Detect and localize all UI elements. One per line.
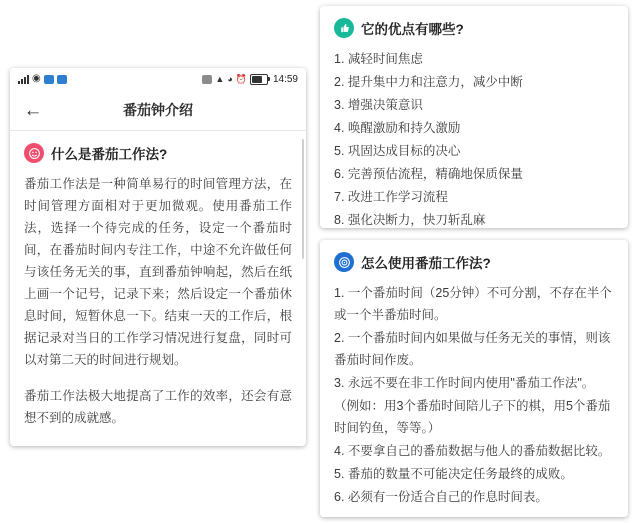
alarm-icon: ⏰ [235,73,247,84]
status-bar-clock: 14:59 [272,73,298,85]
headphone-icon: ◕ [227,73,233,84]
clock-face-icon [24,143,44,163]
article-paragraph: 番茄工作法极大地提高了工作的效率，还会有意想不到的成就感。 [24,389,292,425]
status-bar [10,68,306,90]
section-header-what-is [24,143,292,163]
section-title: 它的优点有哪些? [361,22,464,37]
article-paragraph: 番茄工作法是一种简单易行的时间管理方法，在时间管理方面相对于更加微观。使用番茄工作法，选择一个待完成的任务，设定一个番茄时间，在番茄时间内专注工作，中途不允许做任何与该任务无关的事，直到番茄钟响起，然后在纸上画一个记号，记录下来；然后设定一个番茄休息时间，短暂休息一下。结束一天的工作后，根据记录对当日的工作学习情况进行复盘，同时可以对第二天的时间进行规划。 [24,177,292,367]
article-body [10,131,306,446]
status-bar-left-icons [18,74,67,84]
list-item: 2. 提升集中力和注意力，减少中断 [334,75,523,89]
back-arrow-icon[interactable]: ← [23,99,43,121]
mail-icon [57,75,67,84]
list-item: 3. 永远不要在非工作时间内使用"番茄工作法"。 [334,376,595,390]
phone-preview-card [10,68,306,446]
list-item: 3. 增强决策意识 [334,98,423,112]
bluetooth-icon [44,75,54,84]
list-item: 5. 巩固达成目标的决心 [334,144,461,158]
list-item: 6. 完善预估流程，精确地保质保量 [334,167,523,181]
section-header-howto [334,252,614,272]
list-item: 4. 不要拿自己的番茄数据与他人的番茄数据比较。 [334,444,611,458]
target-icon [334,252,354,272]
list-item: 5. 番茄的数量不可能决定任务最终的成败。 [334,467,573,481]
list-item: 8. 强化决断力，快刀斩乱麻 [334,213,486,227]
section-header-advantages [334,18,614,38]
list-item: （例如：用3个番茄时间陪儿子下的棋，用5个番茄时间钓鱼，等等。） [334,399,611,435]
sim-icon [202,75,212,84]
page-title: 番茄钟介绍 [123,102,193,118]
wifi-icon: ◉ [32,73,41,84]
list-item: 4. 唤醒激励和持久激励 [334,121,461,135]
howto-card [320,240,628,517]
list-item: 7. 改进工作学习流程 [334,190,448,204]
thumbs-up-icon [334,18,354,38]
advantages-card [320,6,628,228]
advantages-list [334,48,614,231]
list-item: 1. 减轻时间焦虑 [334,52,423,66]
howto-list [334,282,614,508]
battery-icon [250,74,268,85]
signal-bars-icon [18,75,29,84]
app-bar [10,90,306,131]
status-bar-right-icons [202,74,298,85]
list-item: 2. 一个番茄时间内如果做与任务无关的事情，则该番茄时间作废。 [334,331,611,367]
section-title: 什么是番茄工作法? [51,147,168,162]
list-item: 1. 一个番茄时间（25分钟）不可分割，不存在半个或一个半番茄时间。 [334,286,612,322]
signal2-icon: ▲ [215,73,225,84]
scrollbar[interactable] [302,139,304,259]
list-item: 6. 必须有一份适合自己的作息时间表。 [334,490,548,504]
section-title: 怎么使用番茄工作法? [361,256,491,271]
